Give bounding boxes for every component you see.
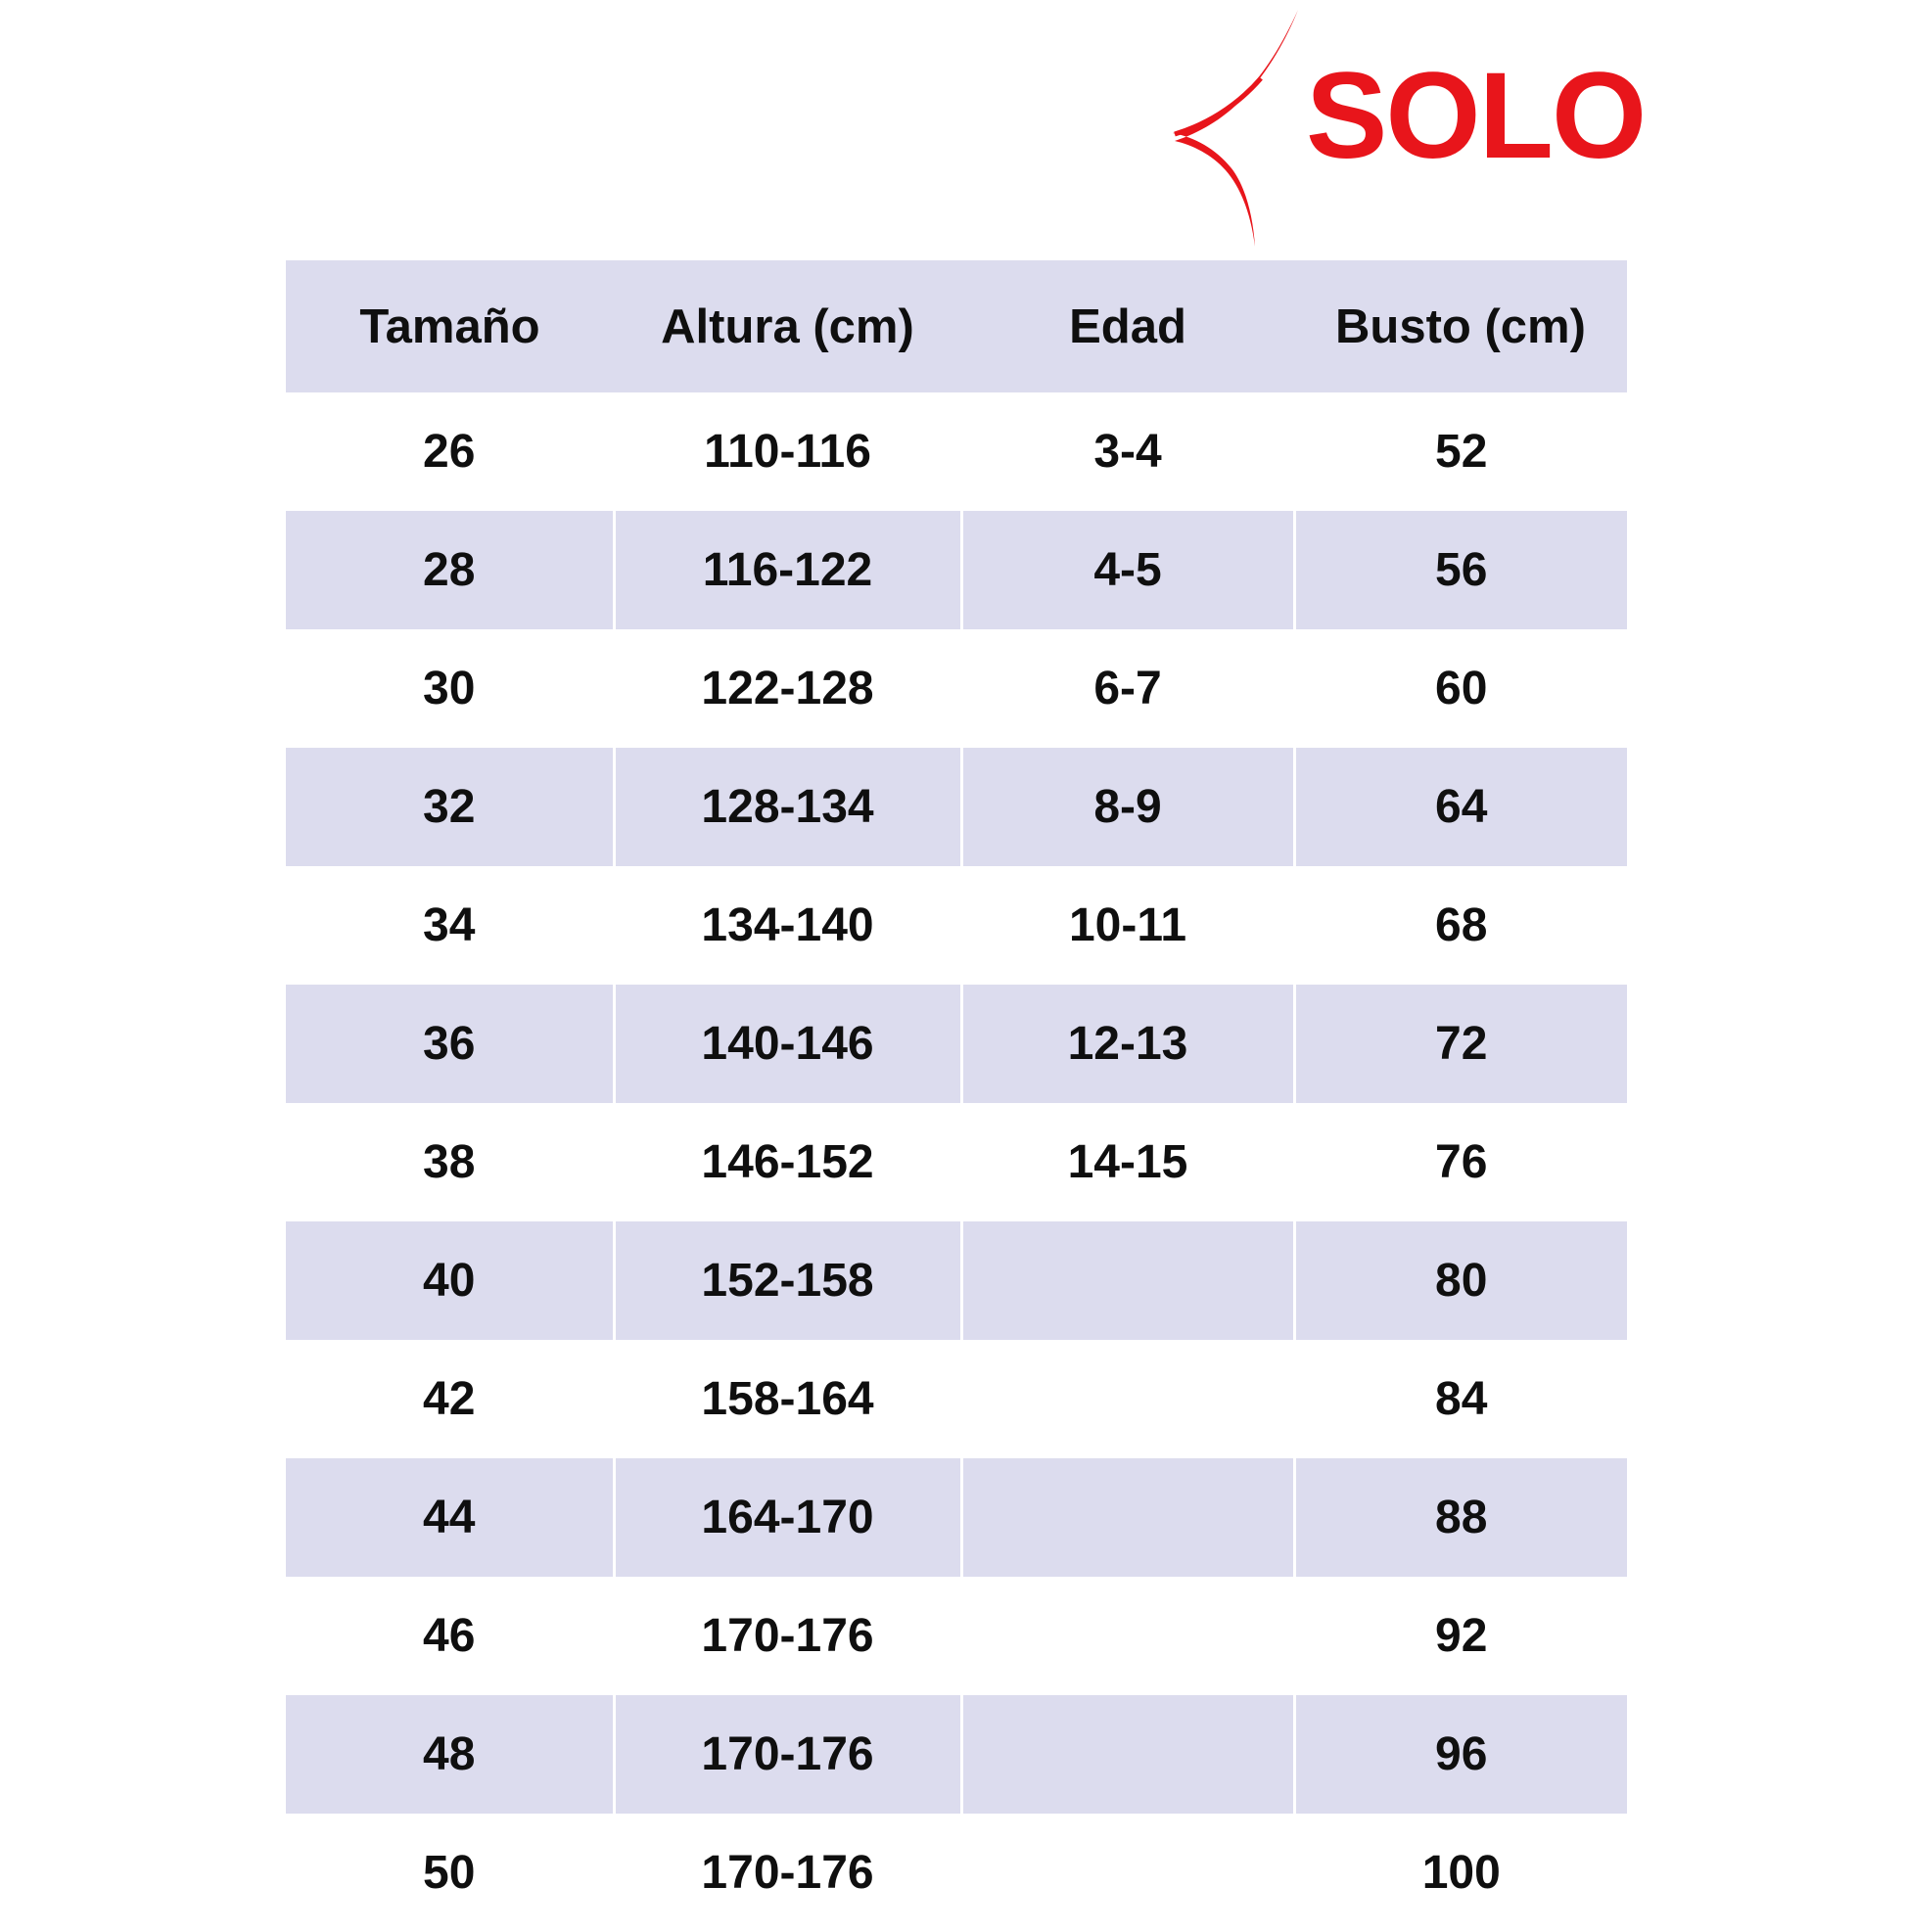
cell-edad: 3-4 [961, 392, 1294, 511]
cell-altura: 158-164 [614, 1340, 961, 1458]
brand-logo [1165, 6, 1646, 251]
cell-altura: 152-158 [614, 1221, 961, 1340]
cell-tamano: 32 [286, 748, 614, 866]
cell-busto: 84 [1435, 1373, 1488, 1425]
table-row [286, 629, 1627, 748]
cell-edad [961, 1221, 1294, 1340]
cell-tamano: 34 [286, 866, 614, 985]
column-header-busto: Busto (cm) [1335, 299, 1586, 353]
cell-altura: 146-152 [614, 1103, 961, 1221]
cell-busto: 88 [1435, 1492, 1488, 1543]
cell-tamano: 26 [286, 392, 614, 511]
cell-edad: 10-11 [961, 866, 1294, 985]
cell-altura: 170-176 [614, 1814, 961, 1932]
cell-busto: 72 [1435, 1018, 1488, 1070]
cell-edad: 14-15 [961, 1103, 1294, 1221]
table-row [286, 1458, 1627, 1577]
solo-swoosh-icon [1165, 6, 1312, 251]
cell-edad [961, 1814, 1294, 1932]
column-header-edad: Edad [1069, 299, 1186, 353]
cell-busto: 60 [1435, 663, 1488, 714]
cell-altura: 128-134 [614, 748, 961, 866]
column-header-tamano: Tamaño [359, 299, 540, 353]
cell-busto: 76 [1435, 1136, 1488, 1188]
cell-tamano: 36 [286, 985, 614, 1103]
cell-edad [961, 1458, 1294, 1577]
cell-tamano: 28 [286, 511, 614, 629]
table-row [286, 392, 1627, 511]
column-header-altura: Altura (cm) [661, 299, 914, 353]
table-row [286, 985, 1627, 1103]
cell-tamano: 46 [286, 1577, 614, 1695]
table-row [286, 511, 1627, 629]
brand-name: SOLO [1306, 47, 1646, 184]
cell-busto: 52 [1435, 426, 1488, 478]
cell-altura: 134-140 [614, 866, 961, 985]
cell-altura: 164-170 [614, 1458, 961, 1577]
cell-busto: 64 [1435, 781, 1488, 833]
table-body [286, 392, 1627, 1932]
cell-busto: 80 [1435, 1255, 1488, 1307]
cell-busto: 56 [1435, 544, 1488, 596]
size-chart-table [286, 260, 1627, 1932]
cell-tamano: 50 [286, 1814, 614, 1932]
cell-tamano: 48 [286, 1695, 614, 1814]
table-row [286, 1695, 1627, 1814]
cell-altura: 140-146 [614, 985, 961, 1103]
cell-altura: 170-176 [614, 1695, 961, 1814]
table-row [286, 1814, 1627, 1932]
table-header-row [286, 260, 1627, 392]
table-row [286, 1221, 1627, 1340]
table-header [286, 260, 1627, 392]
cell-tamano: 30 [286, 629, 614, 748]
cell-edad [961, 1340, 1294, 1458]
cell-edad: 8-9 [961, 748, 1294, 866]
cell-edad [961, 1695, 1294, 1814]
cell-altura: 170-176 [614, 1577, 961, 1695]
cell-busto: 92 [1435, 1610, 1488, 1662]
table-row [286, 1577, 1627, 1695]
cell-edad: 6-7 [961, 629, 1294, 748]
cell-altura: 116-122 [614, 511, 961, 629]
cell-edad: 12-13 [961, 985, 1294, 1103]
cell-tamano: 38 [286, 1103, 614, 1221]
table-row [286, 748, 1627, 866]
cell-altura: 110-116 [614, 392, 961, 511]
cell-edad [961, 1577, 1294, 1695]
table-row [286, 1103, 1627, 1221]
table-row [286, 866, 1627, 985]
cell-tamano: 42 [286, 1340, 614, 1458]
cell-tamano: 40 [286, 1221, 614, 1340]
table-row [286, 1340, 1627, 1458]
cell-busto: 96 [1435, 1728, 1488, 1780]
cell-tamano: 44 [286, 1458, 614, 1577]
cell-edad: 4-5 [961, 511, 1294, 629]
cell-altura: 122-128 [614, 629, 961, 748]
cell-busto: 100 [1421, 1847, 1501, 1899]
cell-busto: 68 [1435, 899, 1488, 951]
